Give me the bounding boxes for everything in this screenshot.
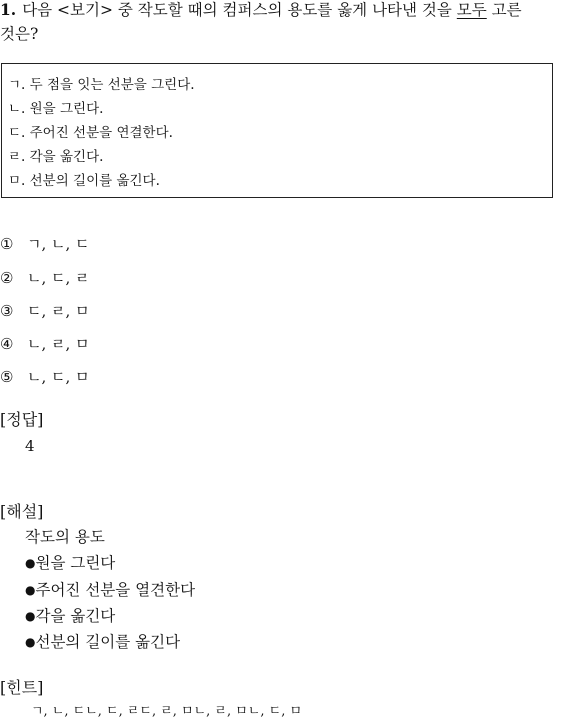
choice-2-text: ㄴ, ㄷ, ㄹ [27,269,90,287]
choice-1-text: ㄱ, ㄴ, ㄷ [27,235,90,253]
bogi-item-digeut: ㄷ. 주어진 선분을 연결한다. [8,125,173,141]
choice-1[interactable] [0,234,90,254]
explanation-item-text: 주어진 선분을 열견한다 [35,581,196,599]
question-number: 1. [0,0,17,19]
explanation-label: [해설] [0,502,44,521]
question-text: 다음 <보기> 중 작도할 때의 컴퍼스의 용도를 옳게 나타낸 것을 [22,1,457,19]
bullet-icon: ● [25,556,36,570]
explanation-item [25,606,115,626]
question-line-2: 것은? [0,25,39,43]
hint-label: [힌트] [0,678,44,697]
choice-4-mark: ④ [0,335,14,353]
hint-text: ㄱ, ㄴ, ㄷㄴ, ㄷ, ㄹㄷ, ㄹ, ㅁㄴ, ㄹ, ㅁㄴ, ㄷ, ㅁ [31,704,303,719]
bullet-icon: ● [25,635,36,649]
explanation-item-text: 각을 옮긴다 [35,607,116,625]
bullet-icon: ● [25,609,36,623]
choice-1-mark: ① [0,235,14,253]
question-line-1 [0,0,522,20]
choice-4-text: ㄴ, ㄹ, ㅁ [27,335,90,353]
explanation-item [25,580,195,600]
bogi-item-mieum: ㅁ. 선분의 길이를 옮긴다. [8,173,160,189]
explanation-heading: 작도의 용도 [25,528,105,546]
choice-5-text: ㄴ, ㄷ, ㅁ [27,368,90,386]
bogi-item-giyeok: ㄱ. 두 점을 잇는 선분을 그린다. [8,77,195,93]
explanation-item [25,553,115,573]
answer-label: [정답] [0,410,44,429]
choice-5-mark: ⑤ [0,368,14,386]
bogi-box [1,63,553,198]
choice-5[interactable] [0,367,90,387]
choice-4[interactable] [0,334,90,354]
choice-3-text: ㄷ, ㄹ, ㅁ [27,302,90,320]
choice-2-mark: ② [0,269,14,287]
bogi-item-nieun: ㄴ. 원을 그린다. [8,101,104,117]
question-text-end: 고른 [486,1,522,19]
answer-value: 4 [25,437,35,455]
choice-3[interactable] [0,301,90,321]
explanation-item-text: 원을 그린다 [35,554,116,572]
choice-2[interactable] [0,268,90,288]
bullet-icon: ● [25,583,36,597]
choice-3-mark: ③ [0,302,14,320]
explanation-item-text: 선분의 길이를 옮긴다 [35,633,181,651]
explanation-item [25,632,180,652]
question-underlined-word: 모두 [456,1,487,19]
bogi-item-rieul: ㄹ. 각을 옮긴다. [8,149,104,165]
